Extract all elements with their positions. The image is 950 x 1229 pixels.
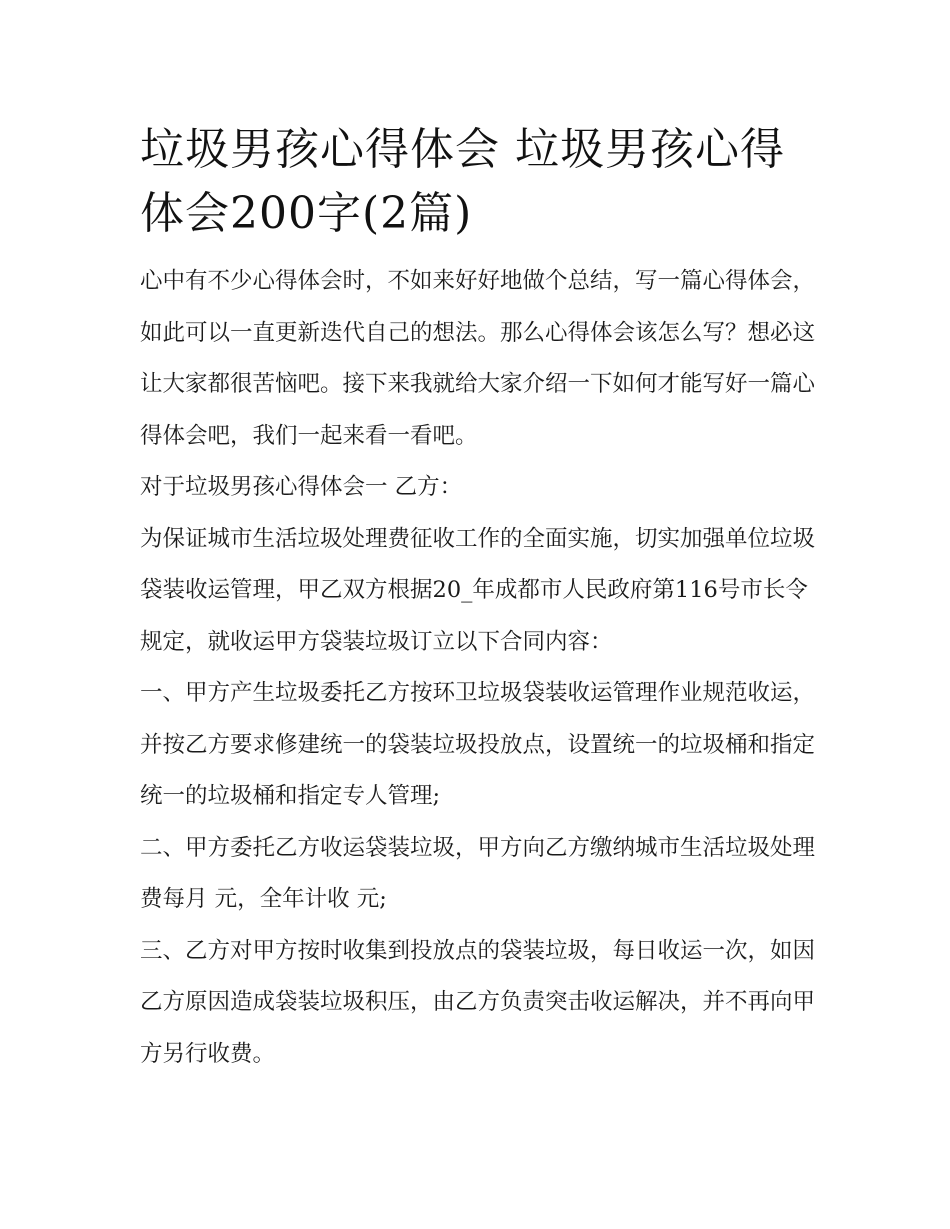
paragraph-clause-1: 一、甲方产生垃圾委托乙方按环卫垃圾袋装收运管理作业规范收运，并按乙方要求修建统一的袋装垃圾投放点，设置统一的垃圾桶和指定统一的垃圾桶和指定专人管理; [140,680,816,809]
paragraph-preamble: 为保证城市生活垃圾处理费征收工作的全面实施，切实加强单位垃圾袋装收运管理，甲乙双方根据20_年成都市人民政府第116号市长令规定，就收运甲方袋装垃圾订立以下合同内容： [140,525,816,655]
paragraph-section-heading: 对于垃圾男孩心得体会一 乙方： [140,474,463,500]
document-title: 垃圾男孩心得体会 垃圾男孩心得体会200字(2篇) [140,124,785,239]
paragraph-intro: 心中有不少心得体会时，不如来好好地做个总结，写一篇心得体会，如此可以一直更新迭代自己的想法。那么心得体会该怎么写？想必这让大家都很苦恼吧。接下来我就给大家介绍一下如何才能写好一篇心得体会吧，我们一起来看一看吧。 [140,268,816,449]
paragraph-clause-2: 二、甲方委托乙方收运袋装垃圾，甲方向乙方缴纳城市生活垃圾处理费每月 元，全年计收 元; [140,834,816,912]
document-body [140,118,820,1080]
paragraph-clause-3: 三、乙方对甲方按时收集到投放点的袋装垃圾，每日收运一次，如因乙方原因造成袋装垃圾积压，由乙方负责突击收运解决，并不再向甲方另行收费。 [140,937,816,1067]
